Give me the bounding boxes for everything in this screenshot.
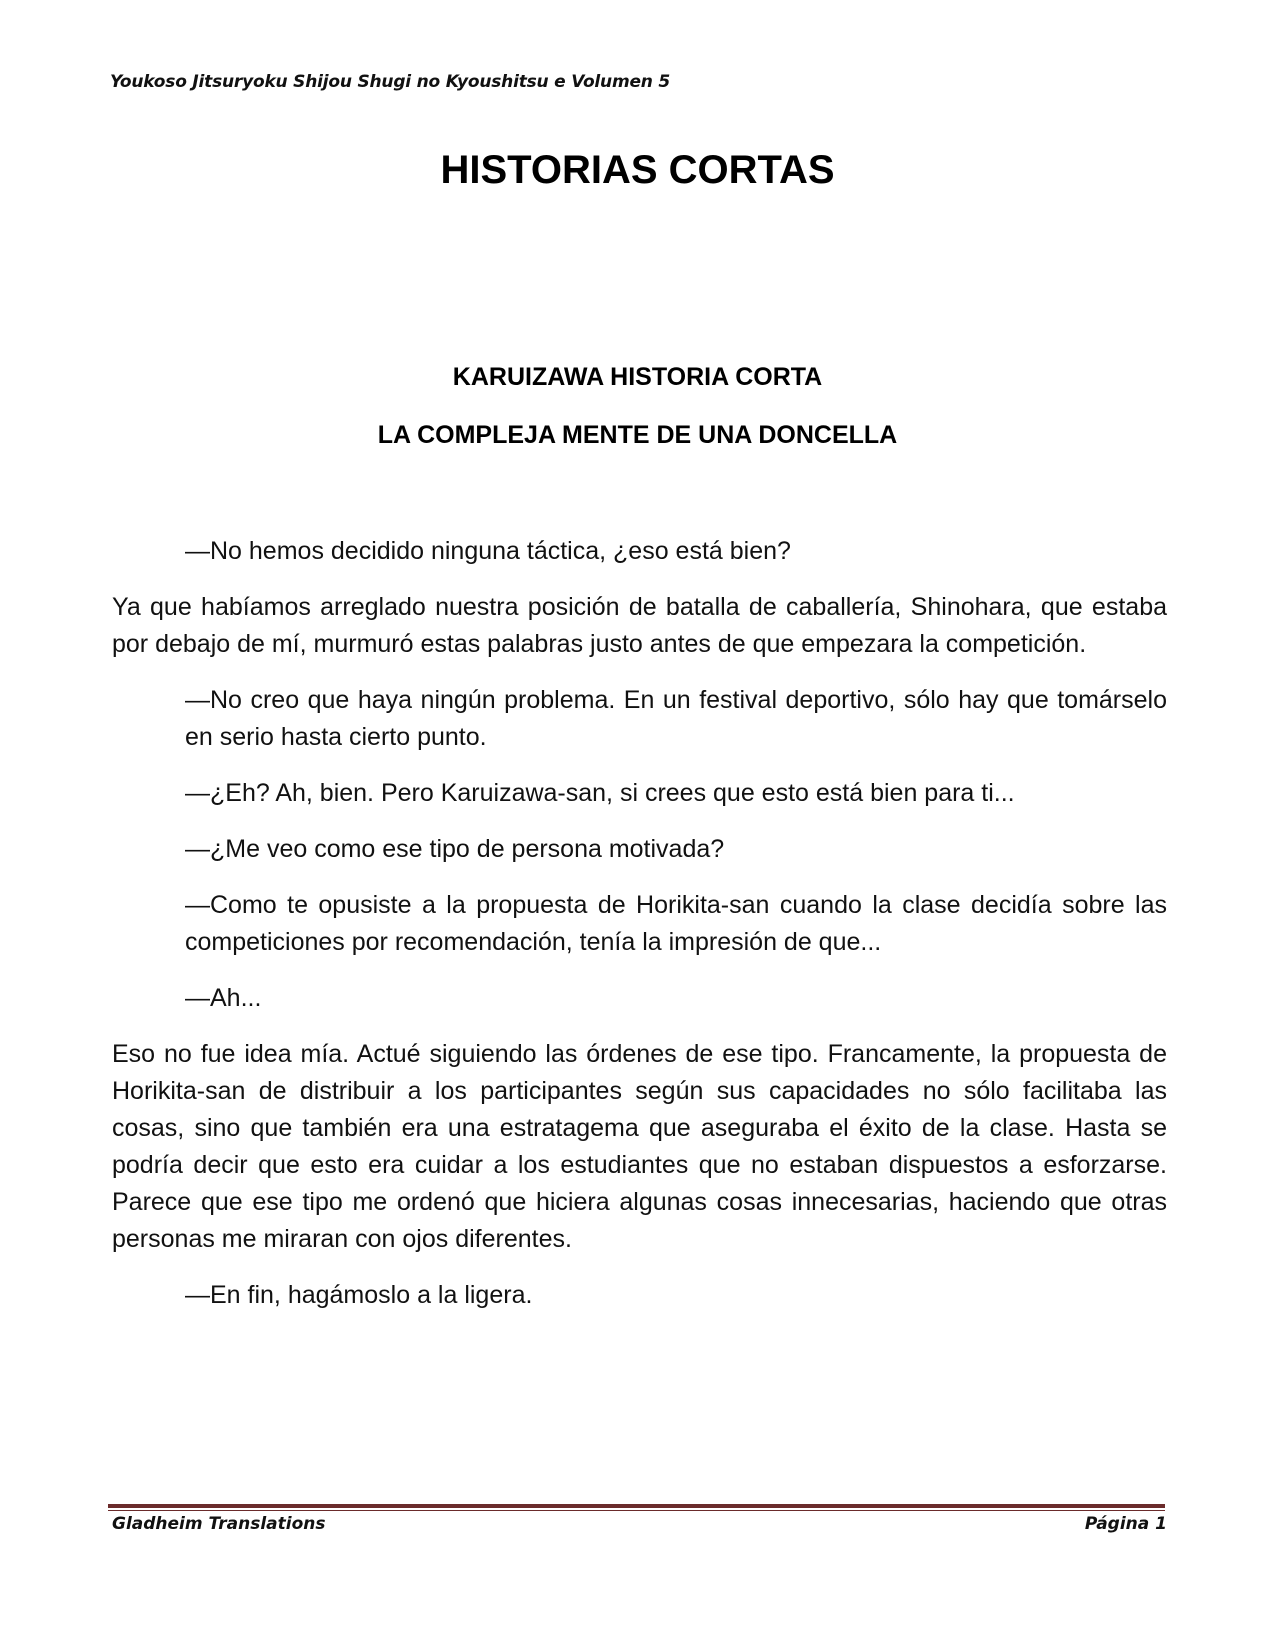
section-subheading: LA COMPLEJA MENTE DE UNA DONCELLA <box>377 421 898 449</box>
paragraph-dialog: —Como te opusiste a la propuesta de Horikita-san cuando la clase decidía sobre las competiciones por recomendación, tenía la impresión de que... <box>185 891 1167 956</box>
page-title: HISTORIAS CORTAS <box>440 148 835 192</box>
paragraph-dialog: —En fin, hagámoslo a la ligera. <box>185 1281 533 1309</box>
paragraph-dialog: —¿Eh? Ah, bien. Pero Karuizawa-san, si crees que esto está bien para ti... <box>185 779 1015 807</box>
paragraph-dialog: —Ah... <box>185 984 262 1012</box>
paragraph-dialog: —¿Me veo como ese tipo de persona motivada? <box>185 835 725 863</box>
footer-divider <box>108 1504 1165 1512</box>
paragraph: Ya que habíamos arreglado nuestra posición de batalla de caballería, Shinohara, que estaba por debajo de mí, murmuró estas palabras justo antes de que empezara la competición. <box>112 593 1167 658</box>
footer-page-number: Página 1 <box>1084 1514 1167 1534</box>
paragraph-dialog: —No creo que haya ningún problema. En un festival deportivo, sólo hay que tomárselo en serio hasta cierto punto. <box>185 686 1167 751</box>
footer-publisher: Gladheim Translations <box>112 1514 326 1534</box>
running-header: Youkoso Jitsuryoku Shijou Shugi no Kyoushitsu e Volumen 5 <box>110 72 671 92</box>
body-text <box>112 533 1167 1333</box>
paragraph: Eso no fue idea mía. Actué siguiendo las órdenes de ese tipo. Francamente, la propuesta de Horikita-san de distribuir a los participantes según sus capacidades no sólo facilitaba las cosas, sino que también era una estratagema que aseguraba el éxito de la clase. Hasta se podría decir que esto era cuidar a los estudiantes que no estaban dispuestos a esforzarse. Parece que ese tipo me ordenó que hiciera algunas cosas innecesarias, haciendo que otras personas me miraran con ojos diferentes. <box>112 1040 1167 1253</box>
section-heading: KARUIZAWA HISTORIA CORTA <box>452 363 823 391</box>
paragraph-dialog: —No hemos decidido ninguna táctica, ¿eso está bien? <box>185 537 791 565</box>
